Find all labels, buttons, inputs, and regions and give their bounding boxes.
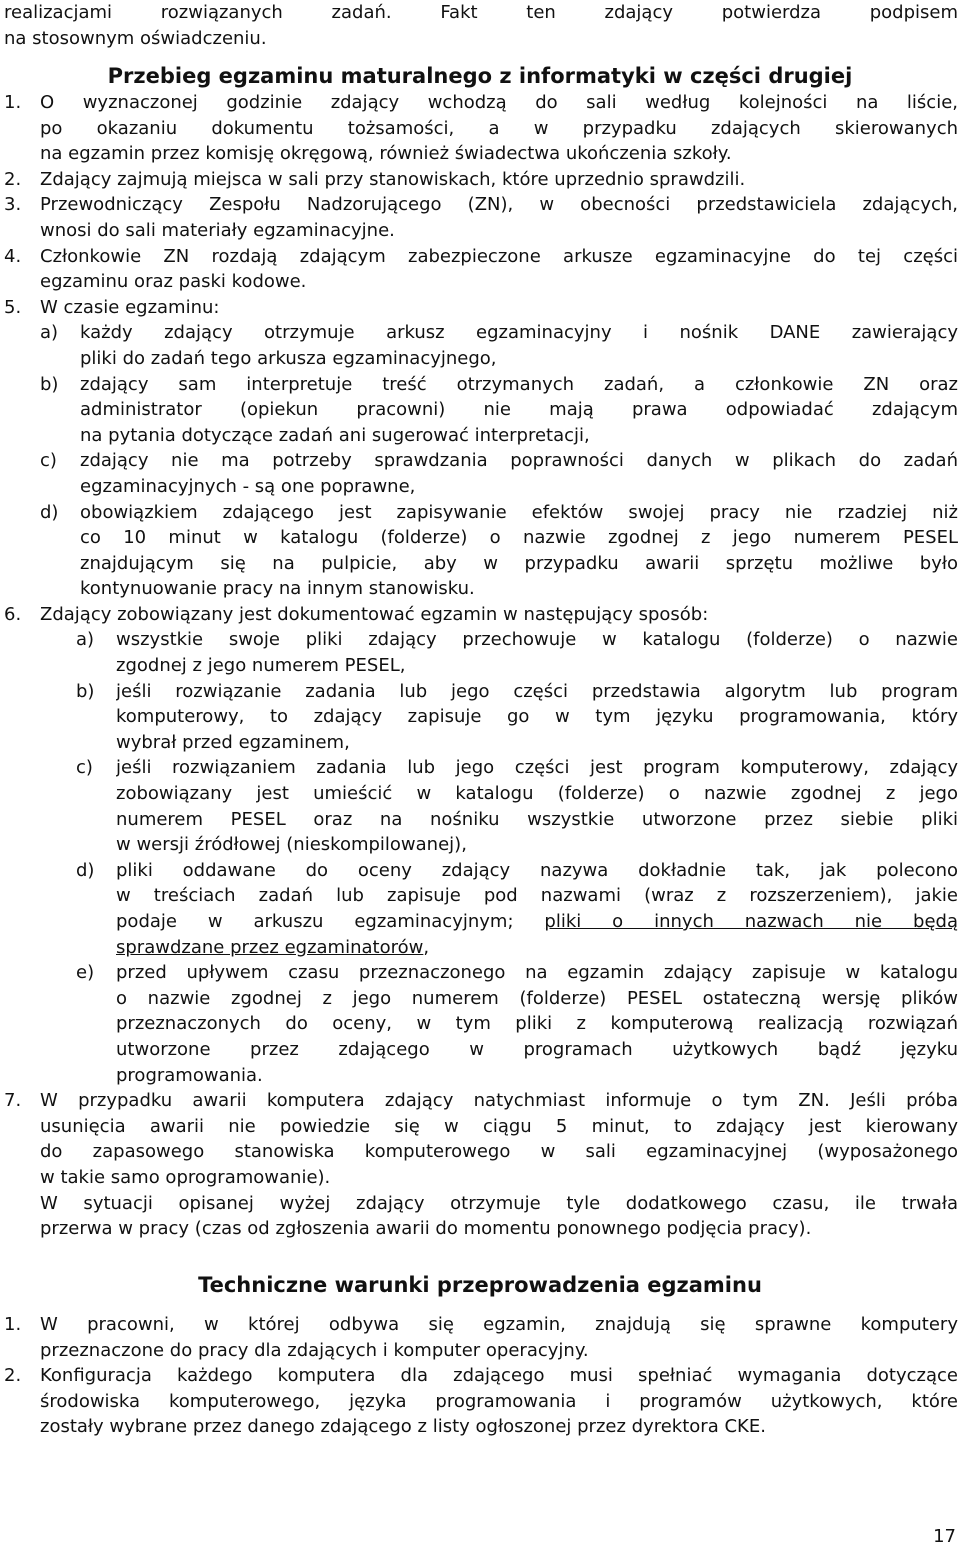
sub-item-line	[116, 935, 958, 961]
list-item-number: 7.	[4, 1090, 22, 1112]
sub-item-line: programowania.	[116, 1064, 263, 1086]
sub-item-line: utworzone przez zdającego w programach użytkowych bądź języku	[116, 1038, 958, 1060]
sub-item-line: przeznaczonych do oceny, w tym pliki z komputerową realizacją rozwiązań	[116, 1013, 958, 1035]
list-item-line: Konfiguracja każdego komputera dla zdającego musi spełniać wymagania dotyczące	[40, 1365, 958, 1387]
sub-item-letter: a)	[76, 629, 95, 651]
sub-item-line: co 10 minut w katalogu (folderze) o nazwie zgodnej z jego numerem PESEL	[80, 527, 958, 549]
list-item-line: przerwa w pracy (czas od zgłoszenia awarii do momentu ponownego podjęcia pracy).	[40, 1218, 812, 1240]
sub-item-line: wybrał przed egzaminem,	[116, 731, 350, 753]
sub-item-line: egzaminacyjnych - są one poprawne,	[80, 475, 416, 497]
underlined-text: pliki o innych nazwach nie będą	[544, 911, 958, 932]
section-1-title: Przebieg egzaminu maturalnego z informatyki w części drugiej	[107, 64, 853, 88]
sub-item-line: znajdującym się na pulpicie, aby w przypadku awarii sprzętu możliwe było	[80, 552, 958, 574]
list-item-line: O wyznaczonej godzinie zdający wchodzą do sali według kolejności na liście,	[40, 92, 958, 113]
list-item-line: do zapasowego stanowiska komputerowego w sali egzaminacyjnej (wyposażonego	[40, 1141, 958, 1163]
list-item-2	[4, 1363, 958, 1440]
sub-item-line: przed upływem czasu przeznaczonego na egzamin zdający zapisuje w katalogu	[116, 962, 958, 984]
sub-item-letter: c)	[40, 450, 57, 472]
sub-item-line: na pytania dotyczące zadań ani sugerować interpretacji,	[80, 424, 590, 446]
sub-item-5c	[40, 448, 958, 499]
sub-item-line: numerem PESEL oraz na nośniku wszystkie utworzone przez siebie pliki	[116, 808, 958, 830]
intro-line-1: realizacjami rozwiązanych zadań. Fakt ten zdający potwierdza podpisem	[4, 2, 958, 23]
sub-item-line: każdy zdający otrzymuje arkusz egzaminacyjny i nośnik DANE zawierający	[80, 322, 958, 344]
list-item-line: W przypadku awarii komputera zdający natychmiast informuje o tym ZN. Jeśli próba	[40, 1090, 958, 1112]
list-item-5	[4, 295, 958, 602]
list-item-line: środowiska komputerowego, języka programowania i programów użytkowych, które	[40, 1390, 958, 1412]
list-item-number: 3.	[4, 194, 22, 216]
section-2-list	[4, 1312, 958, 1440]
sub-item-6d	[76, 858, 958, 960]
list-item-7	[4, 1088, 958, 1242]
list-item-line: przeznaczone do pracy dla zdających i komputer operacyjny.	[40, 1339, 589, 1361]
list-item-line: Przewodniczący Zespołu Nadzorującego (ZN), w obecności przedstawiciela zdających,	[40, 194, 958, 216]
underlined-text: sprawdzane przez egzaminatorów	[116, 936, 424, 958]
sub-item-line: administrator (opiekun pracowni) nie mają prawa odpowiadać zdającym	[80, 399, 958, 421]
list-item-4	[4, 244, 958, 295]
sub-item-line: pliki do zadań tego arkusza egzaminacyjnego,	[80, 347, 497, 369]
list-item-number: 6.	[4, 603, 22, 625]
sub-item-line: jeśli rozwiązanie zadania lub jego części przedstawia algorytm lub program	[116, 680, 958, 702]
sub-item-5a	[40, 320, 958, 371]
section-2-title: Techniczne warunki przeprowadzenia egzaminu	[198, 1273, 762, 1297]
list-item-line: W sytuacji opisanej wyżej zdający otrzymuje tyle dodatkowego czasu, ile trwała	[40, 1192, 958, 1214]
list-item-line: Członkowie ZN rozdają zdającym zabezpieczone arkusze egzaminacyjne do tej części	[40, 245, 958, 267]
sub-item-6e	[76, 960, 958, 1088]
sub-item-letter: b)	[40, 373, 59, 395]
sub-item-line: wszystkie swoje pliki zdający przechowuje w katalogu (folderze) o nazwie	[116, 629, 958, 651]
list-item-2	[4, 167, 958, 193]
sub-item-line: jeśli rozwiązaniem zadania lub jego części jest program komputerowy, zdający	[116, 757, 958, 779]
list-item-line: usunięcia awarii nie powiedzie się w ciągu 5 minut, to zdający jest kierowany	[40, 1115, 958, 1137]
sub-item-letter: d)	[40, 501, 59, 523]
list-item-line: na egzamin przez komisję okręgową, również świadectwa ukończenia szkoły.	[40, 143, 732, 165]
page-number: 17	[933, 1526, 956, 1547]
list-item-1	[4, 90, 958, 167]
sub-item-letter: c)	[76, 757, 93, 779]
list-item-number: 1.	[4, 92, 22, 113]
sub-item-5b	[40, 372, 958, 449]
list-item-1	[4, 1312, 958, 1363]
sub-item-line: w wersji źródłowej (nieskompilowanej),	[116, 834, 467, 856]
list-item-6	[4, 602, 958, 1088]
list-item-line: w takie samo oprogramowanie).	[40, 1166, 331, 1188]
sub-item-line: w treściach zadań lub zapisuje pod nazwami (wraz z rozszerzeniem), jakie	[116, 885, 958, 907]
sub-item-6a	[76, 627, 958, 678]
intro-line-2: na stosownym oświadczeniu.	[4, 27, 267, 49]
sub-item-line: zdający sam interpretuje treść otrzymanych zadań, a członkowie ZN oraz	[80, 373, 958, 395]
sub-item-letter: d)	[76, 859, 95, 881]
list-item-line: W pracowni, w której odbywa się egzamin, znajdują się sprawne komputery	[40, 1314, 958, 1335]
sub-item-line: kontynuowanie pracy na innym stanowisku.	[80, 578, 475, 600]
list-item-number: 1.	[4, 1314, 22, 1335]
sub-item-line: komputerowy, to zdający zapisuje go w tym języku programowania, który	[116, 706, 958, 728]
list-item-3	[4, 192, 958, 243]
sub-item-letter: b)	[76, 680, 95, 702]
list-item-number: 2.	[4, 1365, 22, 1387]
sub-item-letter: a)	[40, 322, 59, 344]
list-item-number: 2.	[4, 168, 22, 190]
sub-item-5d	[40, 500, 958, 602]
sub-item-line: obowiązkiem zdającego jest zapisywanie efektów swojej pracy nie rzadziej niż	[80, 501, 958, 523]
sub-item-line: o nazwie zgodnej z jego numerem (folderze) PESEL ostateczną wersję plików	[116, 987, 958, 1009]
sub-item-text: ,	[423, 936, 430, 958]
list-item-line: Zdający zajmują miejsca w sali przy stanowiskach, które uprzednio sprawdzili.	[40, 168, 746, 190]
list-item-line: wnosi do sali materiały egzaminacyjne.	[40, 219, 395, 241]
list-item-line: egzaminu oraz paski kodowe.	[40, 271, 307, 293]
intro-paragraph	[4, 0, 958, 51]
sub-item-line: pliki oddawane do oceny zdający nazywa dokładnie tak, jak polecono	[116, 859, 958, 881]
list-item-line: W czasie egzaminu:	[40, 296, 220, 318]
sub-item-line: zgodnej z jego numerem PESEL,	[116, 655, 406, 677]
sub-item-6b	[76, 679, 958, 756]
sub-item-6c	[76, 755, 958, 857]
sub-item-line: zobowiązany jest umieścić w katalogu (folderze) o nazwie zgodnej z jego	[116, 783, 958, 805]
sub-item-text: podaje w arkuszu egzaminacyjnym;	[116, 911, 514, 932]
list-item-line: Zdający zobowiązany jest dokumentować egzamin w następujący sposób:	[40, 603, 709, 625]
list-item-line: po okazaniu dokumentu tożsamości, a w przypadku zdających skierowanych	[40, 117, 958, 139]
sub-item-letter: e)	[76, 962, 95, 984]
sub-item-line: zdający nie ma potrzeby sprawdzania poprawności danych w plikach do zadań	[80, 450, 958, 472]
sub-item-line	[116, 909, 958, 935]
list-item-number: 4.	[4, 245, 22, 267]
list-item-number: 5.	[4, 296, 22, 318]
list-item-line: zostały wybrane przez danego zdającego z listy ogłoszonej przez dyrektora CKE.	[40, 1416, 766, 1438]
section-1-list	[4, 90, 958, 1242]
